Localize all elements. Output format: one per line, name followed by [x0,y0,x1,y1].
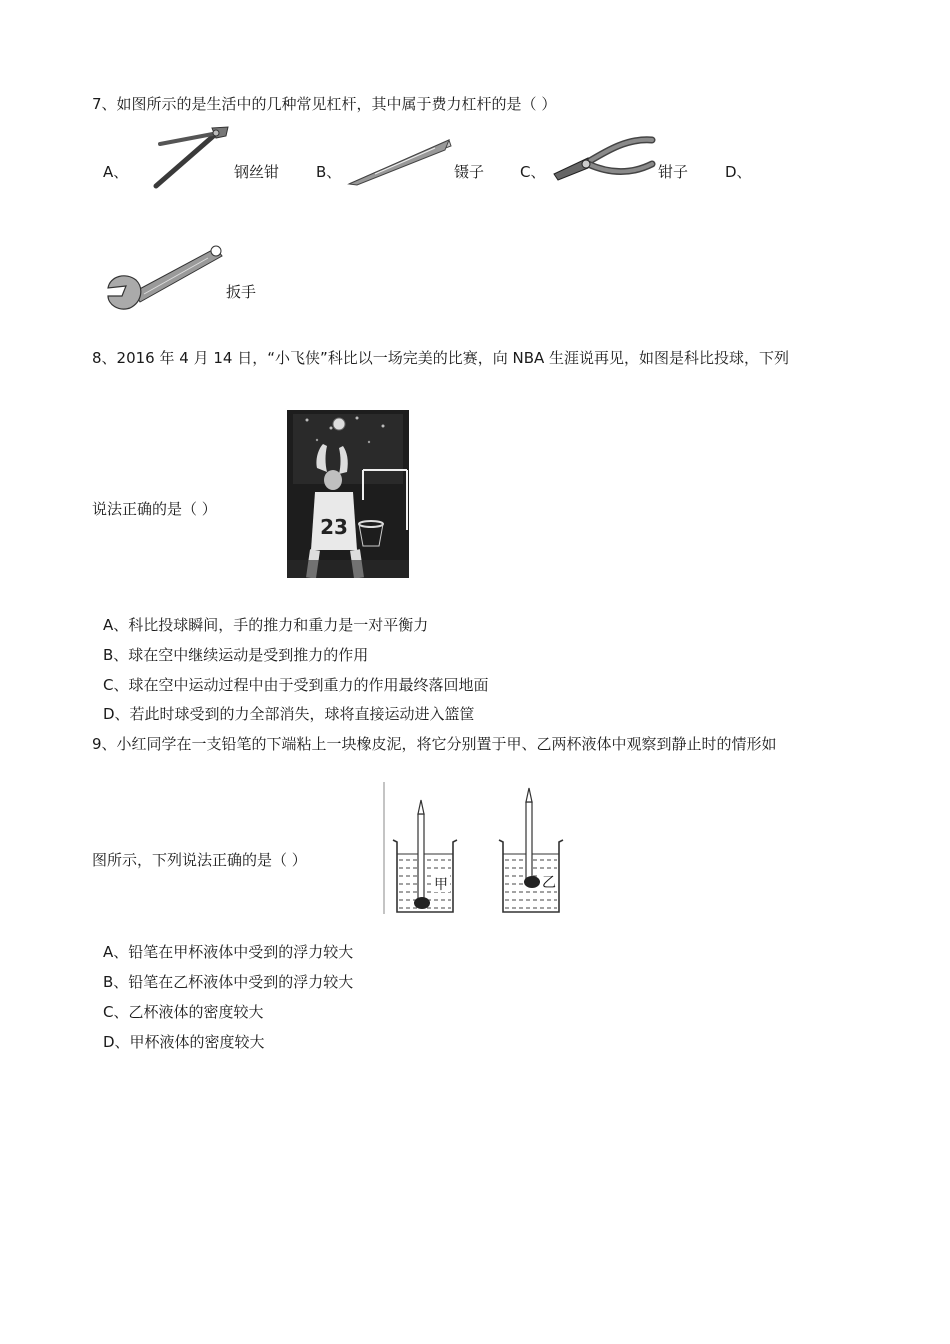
beaker-jia-label: 甲 [434,877,448,893]
q9-option-b: B、铅笔在乙杯液体中受到的浮力较大 [103,973,354,991]
wrench-image [104,240,224,314]
q7-stem: 7、如图所示的是生活中的几种常见杠杆，其中属于费力杠杆的是（ ） [92,95,557,113]
jersey-number: 23 [320,515,348,539]
q7-option-c-name: 钳子 [658,163,689,181]
q7-option-a-name: 钢丝钳 [234,163,280,181]
beaker-yi [499,788,563,912]
q7-option-a-label: A、 [103,163,129,181]
q8-option-b: B、球在空中继续运动是受到推力的作用 [103,646,369,664]
q7-option-d-label: D、 [725,163,752,181]
q9-stem: 9、小红同学在一支铅笔的下端粘上一块橡皮泥，将它分别置于甲、乙两杯液体中观察到静止时的情形如 [92,735,777,753]
wire-pliers-image [152,124,232,190]
q9-option-d: D、甲杯液体的密度较大 [103,1033,265,1051]
q8-option-d: D、若此时球受到的力全部消失，球将直接运动进入篮筐 [103,705,475,723]
q8-option-c: C、球在空中运动过程中由于受到重力的作用最终落回地面 [103,676,489,694]
tweezers-image [345,136,453,188]
beaker-yi-label: 乙 [542,875,556,891]
beaker-jia [393,800,457,912]
q9-option-c: C、乙杯液体的密度较大 [103,1003,264,1021]
q7-option-b-name: 镊子 [454,163,485,181]
q7-option-d-name: 扳手 [226,283,257,301]
beakers-diagram [383,782,569,916]
q7-option-b-label: B、 [316,163,342,181]
q8-option-a: A、科比投球瞬间，手的推力和重力是一对平衡力 [103,616,429,634]
q8-stem: 8、2016 年 4 月 14 日，“小飞侠”科比以一场完美的比赛，向 NBA 生涯说再见，如图是科比投球，下列 [92,349,790,367]
q9-stem-continued: 图所示，下列说法正确的是（ ） [92,851,307,869]
q7-option-c-label: C、 [520,163,546,181]
kobe-shooting-photo [287,410,409,578]
pliers-image [548,134,656,192]
q9-option-a: A、铅笔在甲杯液体中受到的浮力较大 [103,943,354,961]
q8-stem-continued: 说法正确的是（ ） [92,500,217,518]
